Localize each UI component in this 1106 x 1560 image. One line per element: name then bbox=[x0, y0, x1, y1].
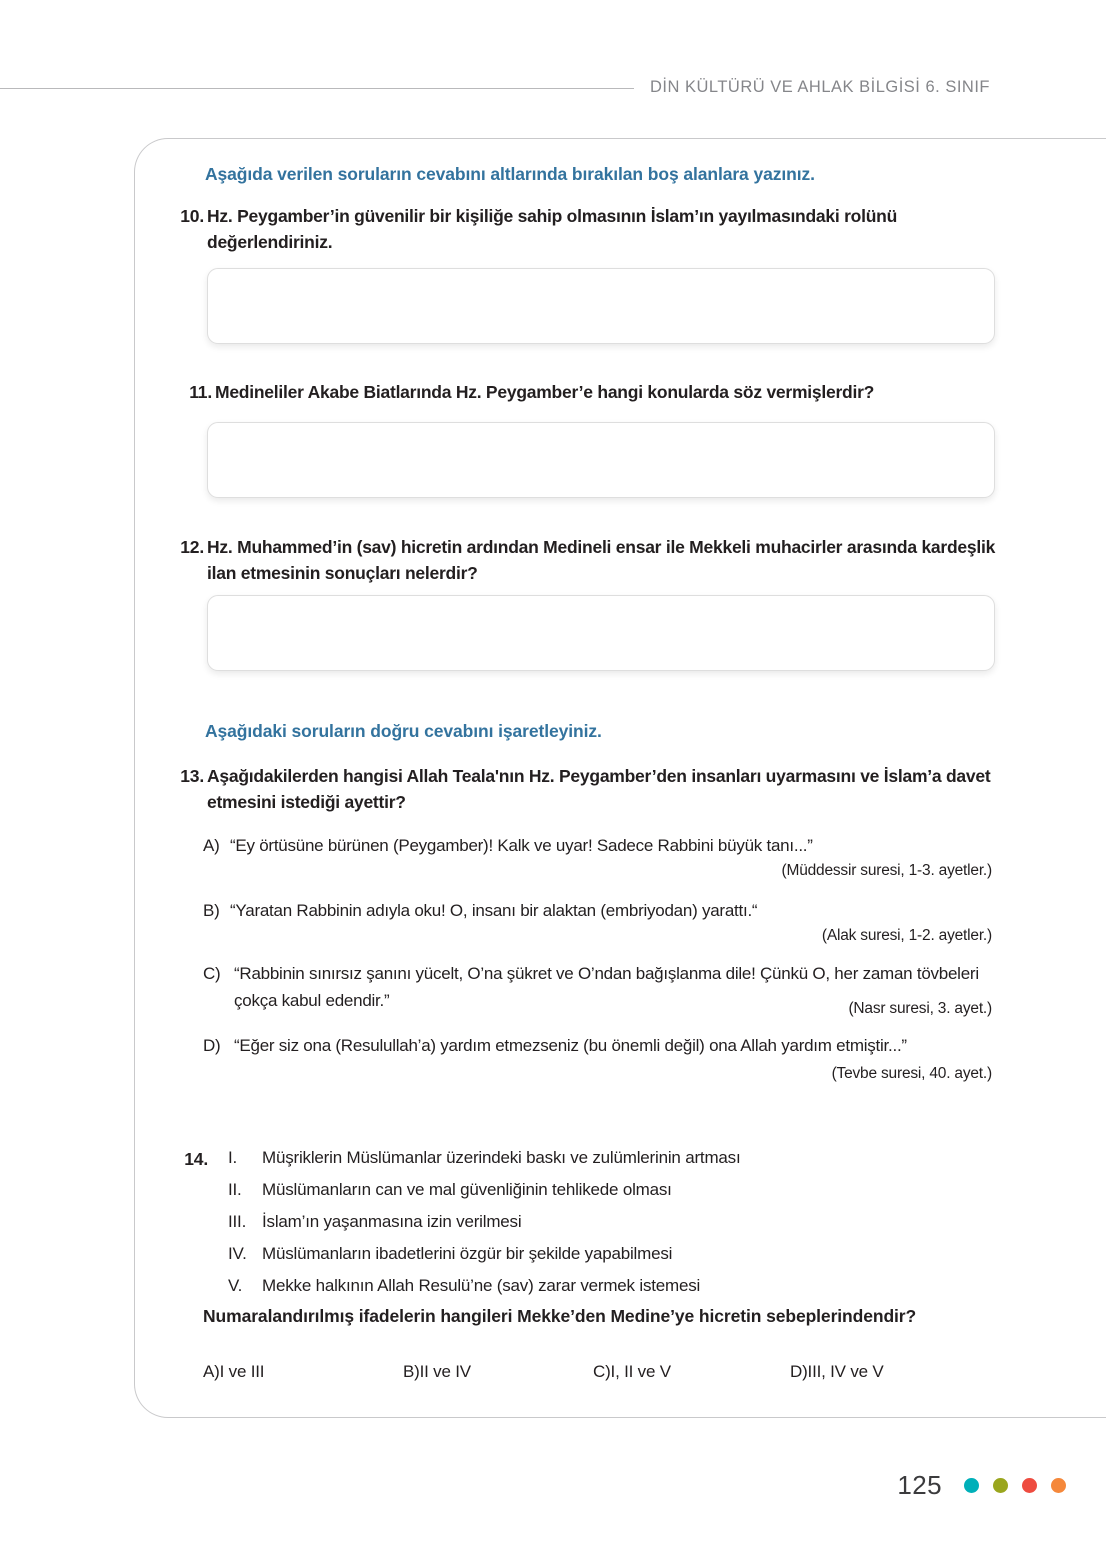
option-c-letter: C) bbox=[203, 964, 221, 983]
question-14-prompt: Numaralandırılmış ifadelerin hangileri Mekke’den Medine’ye hicretin sebeplerindendir? bbox=[203, 1306, 917, 1326]
option-a-text: “Ey örtüsüne bürünen (Peygamber)! Kalk ve uyar! Sadece Rabbini büyük tanı...” bbox=[230, 836, 813, 855]
q14-option-a-text: I ve III bbox=[219, 1362, 265, 1381]
question-11-text: Medineliler Akabe Biatlarında Hz. Peygamber’e hangi konularda söz vermişlerdir? bbox=[215, 382, 875, 402]
question-11-number: 11. bbox=[189, 382, 212, 402]
dot-orange-icon bbox=[1051, 1478, 1066, 1493]
question-14-option-c[interactable] bbox=[593, 1362, 790, 1382]
item-1-text: Müşriklerin Müslümanlar üzerindeki baskı ve zulümlerinin artması bbox=[262, 1148, 741, 1167]
question-14-option-b[interactable] bbox=[403, 1362, 593, 1382]
page-number: 125 bbox=[897, 1469, 942, 1500]
header-title: DİN KÜLTÜRÜ VE AHLAK BİLGİSİ 6. SINIF bbox=[649, 77, 990, 96]
option-b-text: “Yaratan Rabbinin adıyla oku! O, insanı bir alaktan (embriyodan) yarattı.“ bbox=[230, 901, 758, 920]
question-11 bbox=[178, 379, 998, 405]
question-14-number: 14. bbox=[184, 1149, 208, 1169]
q14-option-b-text: II ve IV bbox=[419, 1362, 471, 1381]
question-13-option-b-source: (Alak suresi, 1-2. ayetler.) bbox=[821, 927, 992, 944]
q14-option-c-letter: C) bbox=[593, 1362, 611, 1381]
question-14-item-3 bbox=[228, 1208, 988, 1236]
page-header bbox=[0, 64, 1106, 110]
q14-option-d-letter: D) bbox=[790, 1362, 808, 1381]
question-12-number: 12. bbox=[180, 537, 204, 557]
question-13-number: 13. bbox=[180, 766, 204, 786]
question-13-option-a[interactable] bbox=[203, 832, 993, 859]
question-13-text: Aşağıdakilerden hangisi Allah Teala'nın Hz. Peygamber’den insanları uyarmasını ve İslam’a davet etmesini istediği ayettir? bbox=[207, 766, 991, 812]
option-c-text: “Rabbinin sınırsız şanını yücelt, O’na şükret ve O’ndan bağışlanma dile! Çünkü O, her zaman tövbeleri çokça kabul edendir.” bbox=[234, 964, 979, 1010]
option-d-letter: D) bbox=[203, 1036, 221, 1055]
question-14-item-5 bbox=[228, 1272, 988, 1300]
item-5-text: Mekke halkının Allah Resulü’ne (sav) zarar vermek istemesi bbox=[262, 1276, 701, 1295]
item-4-text: Müslümanların ibadetlerini özgür bir şekilde yapabilmesi bbox=[262, 1244, 673, 1263]
question-13-option-d-source: (Tevbe suresi, 40. ayet.) bbox=[831, 1065, 992, 1082]
item-4-numeral: IV. bbox=[228, 1244, 247, 1263]
question-13-option-a-source: (Müddessir suresi, 1-3. ayetler.) bbox=[781, 862, 992, 879]
question-13-option-b[interactable] bbox=[203, 897, 993, 924]
answer-box-question-10[interactable] bbox=[207, 268, 995, 344]
dot-red-icon bbox=[1022, 1478, 1037, 1493]
dot-teal-icon bbox=[964, 1478, 979, 1493]
option-a-letter: A) bbox=[203, 836, 220, 855]
option-b-letter: B) bbox=[203, 901, 220, 920]
question-14-item-4 bbox=[228, 1240, 988, 1268]
item-5-numeral: V. bbox=[228, 1276, 243, 1295]
question-13-option-d[interactable] bbox=[203, 1032, 993, 1059]
instruction-multiple-choice: Aşağıdaki soruların doğru cevabını işaretleyiniz. bbox=[205, 721, 602, 741]
question-10-text: Hz. Peygamber’in güvenilir bir kişiliğe sahip olmasının İslam’ın yayılmasındaki rolünü değerlendiriniz. bbox=[207, 206, 898, 252]
question-14-item-1 bbox=[228, 1144, 988, 1172]
question-12-text: Hz. Muhammed’in (sav) hicretin ardından Medineli ensar ile Mekkeli muhacirler arasında kardeşlik ilan etmesinin sonuçları nelerdir? bbox=[207, 537, 996, 583]
question-10 bbox=[170, 203, 996, 255]
q14-option-b-letter: B) bbox=[403, 1362, 420, 1381]
item-1-numeral: I. bbox=[228, 1148, 238, 1167]
item-2-numeral: II. bbox=[228, 1180, 242, 1199]
question-14-item-2 bbox=[228, 1176, 988, 1204]
question-14-option-d[interactable] bbox=[790, 1362, 884, 1382]
decorative-dots bbox=[964, 1478, 1066, 1493]
item-3-text: İslam’ın yaşanmasına izin verilmesi bbox=[262, 1212, 522, 1231]
option-d-text: “Eğer siz ona (Resulullah’a) yardım etmezseniz (bu önemli değil) ona Allah yardım etmiştir...” bbox=[234, 1036, 907, 1055]
item-3-numeral: III. bbox=[228, 1212, 247, 1231]
q14-option-d-text: III, IV ve V bbox=[807, 1362, 884, 1381]
dot-olive-icon bbox=[993, 1478, 1008, 1493]
q14-option-a-letter: A) bbox=[203, 1362, 220, 1381]
question-13-option-c-source: (Nasr suresi, 3. ayet.) bbox=[848, 1000, 992, 1017]
item-2-text: Müslümanların can ve mal güvenliğinin tehlikede olması bbox=[262, 1180, 672, 1199]
q14-option-c-text: I, II ve V bbox=[610, 1362, 671, 1381]
answer-box-question-12[interactable] bbox=[207, 595, 995, 671]
question-12 bbox=[170, 534, 998, 586]
instruction-written-answers: Aşağıda verilen soruların cevabını altlarında bırakılan boş alanlara yazınız. bbox=[205, 164, 815, 184]
question-10-number: 10. bbox=[180, 206, 204, 226]
question-14-option-a[interactable] bbox=[203, 1362, 403, 1382]
header-rule bbox=[0, 88, 634, 89]
page-footer bbox=[0, 1460, 1106, 1510]
answer-box-question-11[interactable] bbox=[207, 422, 995, 498]
question-13 bbox=[170, 763, 996, 815]
question-14-options bbox=[203, 1362, 993, 1382]
